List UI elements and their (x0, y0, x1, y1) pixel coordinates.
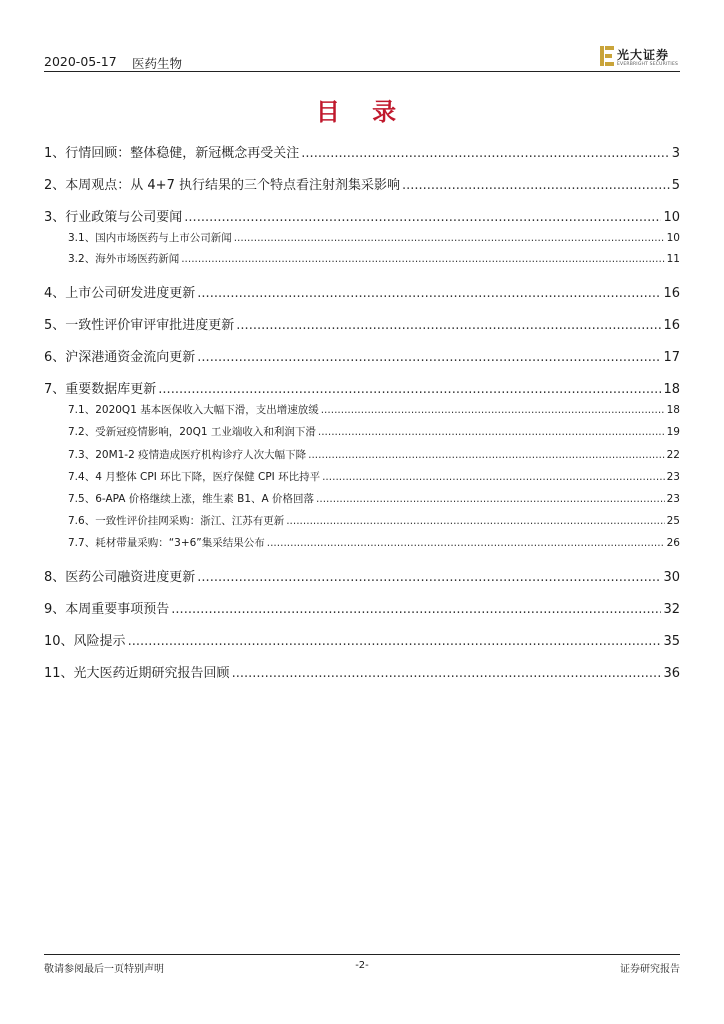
toc-dot-leader (322, 471, 665, 483)
toc-entry-title: 4 月整体 CPI 环比下降，医疗保健 CPI 环比持平 (95, 471, 321, 483)
toc-entry-page: 25 (666, 515, 680, 527)
toc-entry-number: 1、 (44, 146, 66, 161)
toc-entry-page: 10 (666, 232, 680, 244)
toc-entry-number: 7.5、 (68, 493, 96, 505)
toc-entry-number: 3.1、 (68, 232, 96, 244)
toc-subsection-entry[interactable] (44, 447, 680, 462)
toc-entry-number: 6、 (44, 350, 66, 365)
toc-section-entry[interactable] (44, 662, 680, 681)
report-date: 2020-05-17 (44, 54, 117, 69)
toc-dot-leader (197, 286, 661, 301)
toc-entry-title: 风险提示 (73, 634, 126, 649)
toc-entry-number: 7.1、 (68, 404, 96, 416)
toc-entry-title: 耗材带量采购：“3+6”集采结果公布 (95, 537, 265, 549)
footer-report-type: 证券研究报告 (620, 964, 680, 975)
header-divider (44, 71, 680, 72)
toc-entry-title: 20M1-2 疫情造成医疗机构诊疗人次大幅下降 (95, 449, 307, 461)
toc-entry-page: 18 (663, 382, 680, 397)
toc-entry-number: 3.2、 (68, 253, 96, 265)
toc-entry-page: 36 (663, 666, 680, 681)
toc-subsection-entry[interactable] (44, 491, 680, 506)
toc-subsection-entry[interactable] (44, 513, 680, 528)
toc-entry-title: 光大医药近期研究报告回顾 (73, 666, 230, 681)
toc-entry-page: 23 (666, 471, 680, 483)
toc-entry-number: 5、 (44, 318, 66, 333)
toc-entry-title: 6-APA 价格继续上涨，维生素 B1、A 价格回落 (95, 493, 315, 505)
toc-dot-leader (171, 602, 661, 617)
toc-entry-number: 7.2、 (68, 426, 96, 438)
toc-entry-page: 17 (663, 350, 680, 365)
toc-entry-title: 一致性评价审评审批进度更新 (65, 318, 235, 333)
toc-entry-number: 7.4、 (68, 471, 96, 483)
toc-entry-page: 16 (663, 318, 680, 333)
toc-entry-title: 上市公司研发进度更新 (65, 286, 196, 301)
toc-entry-number: 7.7、 (68, 537, 96, 549)
toc-entry-number: 3、 (44, 210, 66, 225)
page-number: -2- (355, 960, 369, 971)
brand-logo (600, 46, 680, 68)
toc-dot-leader (184, 210, 661, 225)
toc-section-entry[interactable] (44, 598, 680, 617)
toc-dot-leader (267, 537, 665, 549)
toc-entry-number: 11、 (44, 666, 74, 681)
toc-entry-title: 行业政策与公司要闻 (65, 210, 183, 225)
report-sector: 医药生物 (132, 56, 183, 71)
logo-subtitle: EVERBRIGHT SECURITIES (617, 62, 679, 67)
footer-divider (44, 954, 680, 955)
toc-entry-page: 3 (671, 146, 680, 161)
toc-entry-number: 9、 (44, 602, 66, 617)
toc-dot-leader (181, 253, 664, 265)
toc-dot-leader (197, 570, 661, 585)
toc-dot-leader (128, 634, 662, 649)
toc-subsection-entry[interactable] (44, 535, 680, 550)
toc-section-entry[interactable] (44, 566, 680, 585)
page-header (44, 52, 680, 72)
toc-dot-leader (236, 318, 661, 333)
toc-dot-leader (321, 404, 665, 416)
toc-dot-leader (286, 515, 664, 527)
toc-entry-page: 23 (666, 493, 680, 505)
logo-mark-icon (600, 46, 614, 66)
toc-section-entry[interactable] (44, 346, 680, 365)
toc-dot-leader (402, 178, 670, 193)
toc-entry-page: 22 (666, 449, 680, 461)
toc-dot-leader (308, 449, 665, 461)
toc-entry-page: 32 (663, 602, 680, 617)
toc-entry-title: 重要数据库更新 (65, 382, 157, 397)
toc-entry-page: 5 (671, 178, 680, 193)
toc-entry-title: 海外市场医药新闻 (95, 253, 180, 265)
toc-section-entry[interactable] (44, 314, 680, 333)
toc-entry-title: 医药公司融资进度更新 (65, 570, 196, 585)
logo-name: 光大证券 (617, 48, 670, 62)
toc-dot-leader (316, 493, 665, 505)
toc-entry-number: 7.3、 (68, 449, 96, 461)
toc-section-entry[interactable] (44, 378, 680, 397)
toc-entry-number: 7.6、 (68, 515, 96, 527)
toc-entry-page: 18 (666, 404, 680, 416)
toc-entry-number: 4、 (44, 286, 66, 301)
toc-subsection-entry[interactable] (44, 402, 680, 417)
toc-entry-title: 2020Q1 基本医保收入大幅下滑，支出增速放缓 (95, 404, 319, 416)
toc-entry-page: 35 (663, 634, 680, 649)
toc-subsection-entry[interactable] (44, 424, 680, 439)
toc-dot-leader (232, 666, 662, 681)
toc-dot-leader (197, 350, 661, 365)
toc-section-entry[interactable] (44, 174, 680, 193)
toc-entry-number: 7、 (44, 382, 66, 397)
toc-entry-number: 2、 (44, 178, 66, 193)
toc-entry-title: 本周重要事项预告 (65, 602, 170, 617)
toc-subsection-entry[interactable] (44, 251, 680, 266)
toc-entry-number: 8、 (44, 570, 66, 585)
toc-entry-page: 30 (663, 570, 680, 585)
toc-subsection-entry[interactable] (44, 469, 680, 484)
toc-entry-page: 10 (663, 210, 680, 225)
toc-title: 目 录 (315, 97, 409, 126)
toc-dot-leader (318, 426, 665, 438)
toc-subsection-entry[interactable] (44, 230, 680, 245)
footer-disclaimer: 敬请参阅最后一页特别声明 (44, 964, 164, 975)
toc-entry-page: 11 (666, 253, 680, 265)
toc-entry-page: 16 (663, 286, 680, 301)
toc-entry-title: 本周观点：从 4+7 执行结果的三个特点看注射剂集采影响 (65, 178, 400, 193)
toc-entry-title: 受新冠疫情影响，20Q1 工业端收入和利润下滑 (95, 426, 316, 438)
toc-section-entry[interactable] (44, 282, 680, 301)
toc-dot-leader (301, 146, 669, 161)
toc-entry-title: 国内市场医药与上市公司新闻 (95, 232, 232, 244)
toc-entry-title: 一致性评价挂网采购：浙江、江苏有更新 (95, 515, 285, 527)
toc-entry-number: 10、 (44, 634, 74, 649)
toc-entry-page: 26 (666, 537, 680, 549)
toc-section-entry[interactable] (44, 206, 680, 225)
toc-section-entry[interactable] (44, 630, 680, 649)
toc-dot-leader (234, 232, 665, 244)
toc-entry-title: 行情回顾：整体稳健，新冠概念再受关注 (65, 146, 300, 161)
toc-entry-page: 19 (666, 426, 680, 438)
toc-section-entry[interactable] (44, 142, 680, 161)
toc-dot-leader (158, 382, 661, 397)
toc-entry-title: 沪深港通资金流向更新 (65, 350, 196, 365)
